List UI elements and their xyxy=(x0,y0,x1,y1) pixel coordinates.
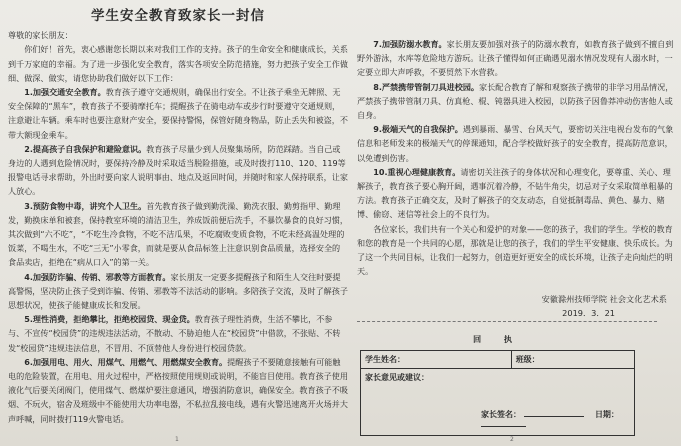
left-column xyxy=(8,0,348,426)
class-field[interactable] xyxy=(511,351,634,369)
cut-line-divider xyxy=(357,321,657,322)
suggestion-field[interactable] xyxy=(361,369,635,436)
item-1 xyxy=(8,85,348,142)
item-heading: 5.理性消费，拒绝攀比，拒绝校园贷、现金贷。 xyxy=(24,314,195,325)
sign-row xyxy=(481,409,634,429)
item-body: 请密切关注孩子的身体状况和心理变化，要尊重、关心、理解孩子，教育孩子要心胸开阔，遇事沉着冷静，不钻牛角尖，切忌对子女采取简单粗暴的方法。教育孩子正确交友，及时了解孩子的交友动态，自觉抵制毒品、黄色、暴力、赌博、偷窃、迷信等社会上的不良行为。 xyxy=(357,166,673,220)
letter-title: 学生安全教育致家长一封信 xyxy=(91,8,265,24)
item-heading: 7.加强防溺水教育。 xyxy=(373,39,447,49)
item-body: 提醒孩子不要随意接触有可能触电的危险装置，在用电、用火过程中，严格按照使用规则或说明，不能盲目使用。教育孩子使用液化气后要关闭阀门，使用煤气、燃煤炉要注意通风，增强消防意识，确保安全。教育孩子不吸烟、不玩火，宿舍及班级中不能使用大功率电器，不私拉乱接电线，遇有火警迅速离开火场并大声呼喊，同时拨打119火警电话。 xyxy=(8,356,348,424)
student-name-label: 学生姓名： xyxy=(365,355,405,364)
item-4 xyxy=(8,270,348,313)
item-9 xyxy=(357,122,675,165)
item-heading: 9.极端天气的自我保护。 xyxy=(373,124,463,135)
student-name-field[interactable] xyxy=(361,351,512,369)
item-7 xyxy=(357,37,675,80)
class-label: 班级： xyxy=(515,355,540,364)
item-body: 遇到暴雨、暴雪、台风天气，要密切关注电视台发布的气象信息和老师发来的极端天气的停课通知，配合学校做好孩子的安全教育，提高防范意识，以免遭到伤害。 xyxy=(357,124,674,163)
receipt-table xyxy=(360,350,635,436)
date-blank[interactable] xyxy=(481,426,526,427)
item-body: 教育孩子理性消费，生活不攀比，不参与、不宣传“校园贷”的违规违法活动，不散动、不胁迫他人在“校园贷”中借款，不张贴、不转发“校园贷”违规违法信息，不冒用、不顶替他人身份进行校园贷款。 xyxy=(8,314,341,353)
date-label: 日期： xyxy=(594,410,619,419)
item-body: 家长配合教育了解和观察孩子携带的非学习用品情况，严禁孩子携带管制刀具、仿真枪、棍、钝器具进入校园，以防孩子因鲁莽冲动伤害他人或自身。 xyxy=(357,81,674,121)
item-body: 首先教育孩子做到勤洗澡、勤洗衣服、勤剪指甲、勤理发，勤换床单和被套，保持教室环境的清洁卫生，养成饭前便后洗手，不暴饮暴食的良好习惯，其次做到“六不吃”，“不吃生冷食物，不吃不洁瓜果，不吃腐败变质食物，不吃未经高温处理的饭菜，不喝生水，不吃“三无”小零食，而就是要从食品标签上注意识别食品质量，选择安全的食品卖店，拒绝在“病从口入”的第一关。 xyxy=(8,200,348,268)
item-heading: 1.加强交通安全教育。 xyxy=(24,87,106,98)
suggestion-label: 家长意见或建议： xyxy=(365,373,429,382)
item-2 xyxy=(8,142,348,199)
receipt-title: 回 执 xyxy=(473,335,522,344)
parent-sign-label: 家长签名： xyxy=(481,410,521,419)
item-heading: 8.严禁携带管制刀具进校园。 xyxy=(373,81,480,92)
right-column xyxy=(357,0,675,320)
item-5 xyxy=(8,312,348,355)
item-body: 家长朋友要加强对孩子的防溺水教育，如教育孩子做到不擅自到野外游泳，水库等危险地方游玩。让孩子懂得如何正确遇见溺水情况发现有人溺水时，一定要立即大声呼救，不要贸然下水营救。 xyxy=(357,39,674,78)
item-heading: 3.预防食物中毒，讲究个人卫生。 xyxy=(24,200,147,211)
page-number-2: 2 xyxy=(510,436,514,443)
letter-date: 2019．3．21 xyxy=(562,307,615,318)
item-heading: 2.提高孩子自我保护和避险意识。 xyxy=(24,143,147,154)
parent-sign-blank[interactable] xyxy=(524,416,584,417)
receipt-form xyxy=(360,334,635,436)
item-8 xyxy=(357,80,675,123)
item-6 xyxy=(8,355,348,426)
organization-signature: 安徽滁州技师学院 社会文化艺术系 xyxy=(541,294,667,305)
item-body: 家长朋友一定要多提醒孩子和陌生人交往时要提高警惕，坚决防止孩子受到诈骗、传销、邪教等不法活动的影响。多陪孩子交流，及时了解孩子思想状况，使孩子能健康成长和发展。 xyxy=(8,271,348,311)
item-body: 教育孩子尽量少到人员聚集场所，防范踩踏。当自己或身边的人遇到危险情况时，要保持冷静及时采取适当脱险措施，或及时拨打110、120、119等报警电话寻求帮助，外出时要向家人说明事由、地点及返回时间，并随时和家人保持联系，让家人放心。 xyxy=(8,143,348,197)
item-heading: 10.重视心理健康教育。 xyxy=(373,166,461,177)
item-body: 教育孩子遵守交通规则，确保出行安全。不让孩子乘坐无牌照、无安全保障的“黑车”，教育孩子不要骑摩托车；提醒孩子在骑电动车或步行时要遵守交通规则，注意避让车辆。乘车时也要注意财产安全，要保持警惕，保管好随身物品，防止丢失和被盗，不带大额现金乘车。 xyxy=(8,87,348,140)
closing-paragraph: 各位家长，我们共有一个关心和爱护的对象——您的孩子，我们的学生。学校的教育和您的教育是一个共同的心愿，那就是让您的孩子，我们的学生平安健康、快乐成长。为了这一个共同目标，让我们一起努力，创造更好更安全的成长环境，让孩子走向灿烂的明天。 xyxy=(357,223,673,277)
salutation: 尊敬的家长朋友： xyxy=(8,30,73,41)
item-3 xyxy=(8,199,348,270)
page-number-1: 1 xyxy=(175,436,179,443)
item-10 xyxy=(357,165,675,222)
intro-paragraph: 你们好！首先，衷心感谢您长期以来对我们工作的支持。孩子的生命安全和健康成长，关系到千万家庭的幸福。为了进一步强化安全教育，落实各项安全防范措施，努力把孩子安全工作做细、做深、做实，请您协助我们做好以下工作： xyxy=(8,44,348,83)
item-heading: 6.加强用电、用火、用煤气、用燃气、用燃煤安全教育。 xyxy=(24,356,228,367)
item-heading: 4.加强防诈骗、传销、邪教等方面教育。 xyxy=(24,271,171,282)
